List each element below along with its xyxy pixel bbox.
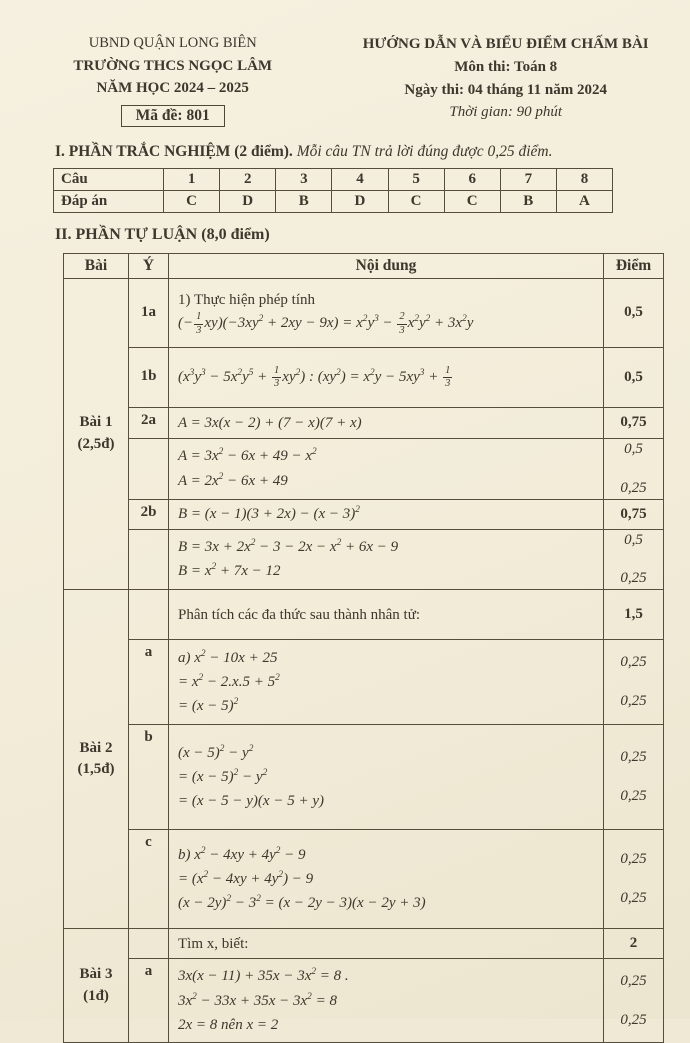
noi-dung-cell [169,590,604,640]
diem-cell [604,725,664,830]
essay-column-header: Ý [129,253,169,278]
mc-question-row [54,168,613,190]
mc-answer-value: D [220,190,276,212]
formula-line: = $(x - 5)^2 - y^2$ [178,768,268,786]
essay-column-header: Nội dung [169,253,604,278]
y-label: a [129,640,169,725]
exam-code-box: Mã đề: 801 [121,105,225,127]
diem-cell [604,407,664,438]
essay-row [64,499,664,529]
noi-dung-cell [169,438,604,499]
mc-answer-value: C [388,190,444,212]
mc-answer-value: D [332,190,388,212]
mc-answer-value: B [276,190,332,212]
noi-dung-cell [169,725,604,830]
exam-info-block [331,33,690,127]
fraction: $\frac{1}{3}$ [274,364,280,389]
school-info-block [0,33,331,127]
formula-line: $3x(x - 11) + 35x - 3x^2 = 8$ . [178,967,349,985]
mc-question-number: 5 [388,168,444,190]
content-text: Phân tích các đa thức sau thành nhân tử: [178,606,421,623]
score-value: 0,5 [624,304,643,321]
noi-dung-cell [169,347,604,407]
mc-answer-value: C [164,190,220,212]
content-text: Tìm x, biết: [178,935,249,952]
section2-title: II. PHẦN TỰ LUẬN (8,0 điểm) [55,225,270,243]
diem-cell [604,959,664,1043]
bai-label-line: Bài 1 [79,414,113,431]
noi-dung-cell [169,278,604,347]
issuer-line: UBND QUẬN LONG BIÊN [88,35,257,51]
score-value: 0,75 [620,505,647,522]
mc-answer-row [54,190,613,212]
essay-row [64,347,664,407]
y-label: 1b [129,347,169,407]
y-label [129,529,169,590]
score-value: 0,25 [620,654,647,671]
exam-date-line: Ngày thi: 04 tháng 11 năm 2024 [404,81,607,98]
mc-question-number: 3 [276,168,332,190]
essay-table [63,253,664,1043]
formula-line: $A = 3x^2 - 6x + 49 - x^2$ [178,447,317,465]
essay-row [64,407,664,438]
score-value: 1,5 [624,606,643,623]
formula-line: = $x^2 - 2.x.5 + 5^2$ [178,673,280,691]
bai-label [64,278,129,590]
document-header [0,0,690,127]
fraction: $\frac{2}{3}$ [399,311,405,336]
mc-question-number: 7 [500,168,556,190]
score-value: 0,25 [620,788,647,805]
essay-tbody [64,253,664,1043]
score-value: 0,5 [624,531,643,548]
score-value: 0,25 [620,570,647,587]
y-label: b [129,725,169,830]
document-title: HƯỚNG DẪN VÀ BIỂU ĐIỂM CHẤM BÀI [362,36,649,52]
score-value: 0,25 [620,749,647,766]
bai-label [64,929,129,1043]
formula-line: b) $x^2 - 4xy + 4y^2 - 9$ [178,845,306,863]
mc-question-number: 6 [444,168,500,190]
essay-row [64,590,664,640]
formula-line: a) $x^2 - 10x + 25$ [178,648,278,666]
section1-title-italic: Mỗi câu TN trả lời đúng được 0,25 điểm. [292,142,553,160]
essay-row [64,529,664,590]
essay-row [64,725,664,830]
y-label: 1a [129,278,169,347]
diem-cell [604,929,664,959]
formula-line: ($x^3y^3 - 5x^2y^5$ + $\frac{1}{3}$ $xy^2$) : $(xy^2) = x^2y - 5xy^3$ + $\frac{1}{3}$ [178,365,594,390]
essay-row [64,438,664,499]
formula-line: $B = 3x + 2x^2 - 3 - 2x - x^2 + 6x - 9$ [178,538,399,556]
mc-question-number: 4 [332,168,388,190]
essay-row [64,929,664,959]
mc-answer-value: B [500,190,556,212]
bai-label-line: Bài 3 [79,966,113,982]
mc-answer-label: Đáp án [54,190,164,212]
score-value: 0,25 [620,851,647,868]
formula-line: $A = 2x^2 - 6x + 49$ [178,471,288,489]
mc-question-number: 8 [556,168,612,190]
diem-cell [604,830,664,929]
formula-line: = $(x - 5)^2$ [178,697,239,715]
bai-label-line: (2,5đ) [77,436,115,452]
bai-label-line: Bài 2 [79,739,113,756]
section1-title [55,143,690,161]
mc-answer-value: C [444,190,500,212]
essay-row [64,278,664,347]
y-label: a [129,959,169,1043]
formula-line: $(x - 2y)^2 - 3^2 = (x - 2y - 3)(x - 2y + 3)$ [178,894,426,912]
score-value: 0,25 [620,693,647,710]
formula-line: $(x - 5)^2 - y^2$ [178,743,254,761]
formula-line: = (x − 5 − y)(x − 5 + y) [178,793,324,810]
y-label: 2a [129,407,169,438]
score-value: 0,25 [620,479,647,496]
noi-dung-cell [169,929,604,959]
essay-column-header: Điểm [604,253,664,278]
diem-cell [604,347,664,407]
bai-label-line: (1đ) [83,987,109,1004]
diem-cell [604,529,664,590]
formula-line: 2x = 8 nên x = 2 [178,1016,279,1033]
y-label [129,438,169,499]
diem-cell [604,640,664,725]
formula-line: = $(x^2 - 4xy + 4y^2) - 9$ [178,870,314,888]
content-text: 1) Thực hiện phép tính [178,291,315,308]
score-value: 2 [629,935,638,952]
noi-dung-cell [169,499,604,529]
diem-cell [604,590,664,640]
noi-dung-cell [169,529,604,590]
y-label: 2b [129,499,169,529]
mc-question-number: 2 [220,168,276,190]
mc-answer-value: A [556,190,612,212]
noi-dung-cell [169,407,604,438]
essay-header-row [64,253,664,278]
fraction: $\frac{1}{3}$ [196,311,202,336]
score-value: 0,5 [624,368,643,385]
school-line: TRƯỜNG THCS NGỌC LÂM [73,57,273,74]
y-label [129,929,169,959]
y-label: c [129,830,169,929]
noi-dung-cell [169,830,604,929]
diem-cell [604,438,664,499]
mc-question-label: Câu [54,168,164,190]
fraction: $\frac{1}{3}$ [445,364,451,389]
formula-line: (− $\frac{1}{3}$ $xy)(-3xy^2 + 2xy - 9x) = x^2y^3$ − $\frac{2}{3}$ $x^2y^2 + 3x^2y$ [178,311,474,336]
mc-table [53,168,613,213]
diem-cell [604,278,664,347]
y-label [129,590,169,640]
formula-line: A = 3x(x − 2) + (7 − x)(7 + x) [178,414,362,431]
duration-line: Thời gian: 90 phút [449,104,562,121]
section1-title-bold: I. PHẦN TRẮC NGHIỆM (2 điểm). [55,142,293,160]
noi-dung-cell [169,640,604,725]
bai-label-line: (1,5đ) [77,761,115,778]
score-value: 0,75 [620,414,647,431]
score-value: 0,25 [620,972,647,989]
score-value: 0,25 [620,890,647,907]
school-year-line: NĂM HỌC 2024 – 2025 [96,80,249,97]
diem-cell [604,499,664,529]
score-value: 0,25 [620,1011,647,1028]
formula-line: $B = (x - 1)(3 + 2x) - (x - 3)^2$ [178,504,360,522]
mc-tbody [54,168,613,212]
essay-row [64,959,664,1043]
essay-row [64,640,664,725]
subject-line: Môn thi: Toán 8 [454,59,558,76]
essay-column-header: Bài [64,253,129,278]
formula-line: $3x^2 - 33x + 35x - 3x^2 = 8$ [178,991,337,1009]
essay-row [64,830,664,929]
mc-question-number: 1 [164,168,220,190]
score-value: 0,5 [624,440,643,457]
formula-line: $B = x^2 + 7x - 12$ [178,562,281,580]
bai-label [64,590,129,929]
noi-dung-cell [169,959,604,1043]
